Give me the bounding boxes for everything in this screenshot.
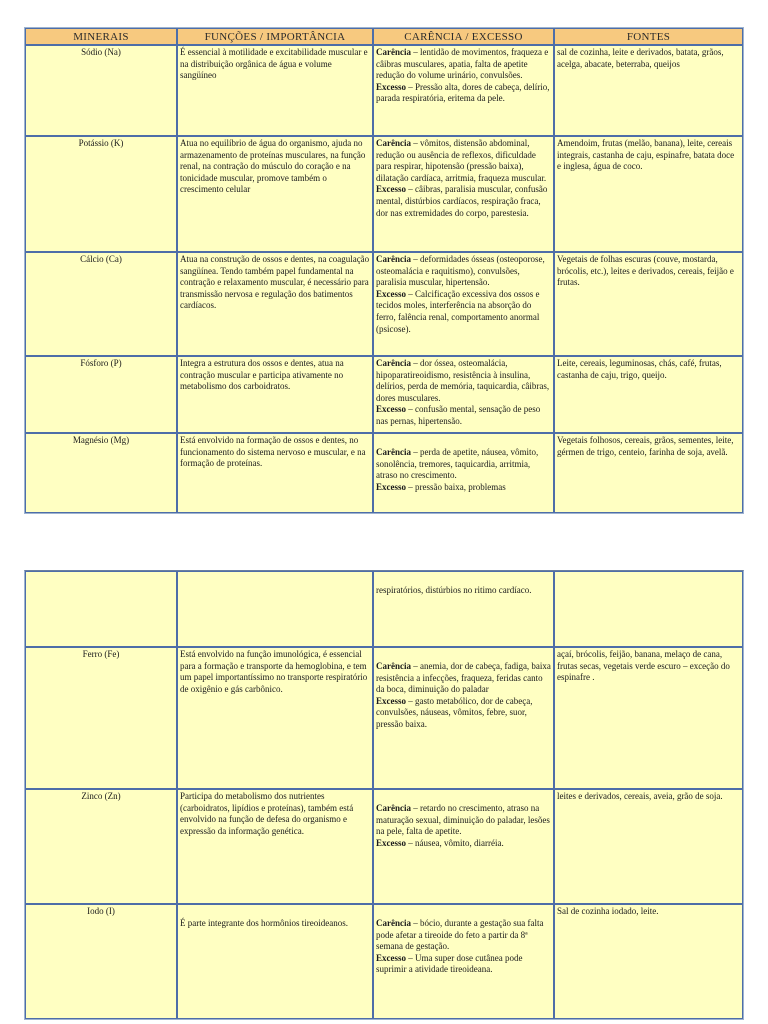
carencia-excesso-cell	[373, 136, 554, 252]
carencia-label: Carência	[376, 254, 411, 264]
funcao-cell: Participa do metabolismo dos nutrientes (carboidratos, lipídios e proteínas), também está envolvido na função de defesa do organismo e expressão da informação genética.	[177, 789, 373, 904]
carencia-text: – dor óssea, osteomalácia, hipoparatireoidismo, resistência à insulina, delírios, perda de memória, taquicardia, câibras, dores musculares.	[376, 358, 550, 403]
excesso-label: Excesso	[376, 481, 406, 492]
mineral-name: Ferro (Fe)	[25, 647, 177, 789]
excesso-label: Excesso	[376, 952, 406, 963]
excesso-label: Excesso	[376, 81, 406, 92]
funcao-cell: Atua na construção de ossos e dentes, na coagulação sangüínea. Tendo também papel fundamental na contração e relaxamento muscular, é necessário para transmissão nervosa e regulação dos batimentos cardíacos.	[177, 252, 373, 356]
fontes-cell: leites e derivados, cereais, aveia, grão de soja.	[554, 789, 743, 904]
excesso-text: – gasto metabólico, dor de cabeça, convulsões, náuseas, vômitos, febre, suor, pressão baixa.	[376, 695, 533, 729]
funcao-cell	[177, 904, 373, 1019]
table-row	[25, 356, 743, 433]
empty-cell	[177, 571, 373, 647]
continuation-cell	[373, 571, 554, 647]
excesso-label: Excesso	[376, 837, 406, 848]
excesso-text: – confusão mental, sensação de peso nas pernas, hipertensão.	[376, 404, 541, 426]
header-funcoes: FUNÇÕES / IMPORTÂNCIA	[177, 28, 373, 45]
carencia-text: – retardo no crescimento, atraso na maturação sexual, diminuição do paladar, lesões na pele, falta de apetite.	[376, 803, 550, 837]
carencia-excesso-cell	[373, 647, 554, 789]
excesso-label: Excesso	[376, 288, 406, 299]
carencia-excesso-cell	[373, 904, 554, 1019]
header-carencia-excesso: CARÊNCIA / EXCESSO	[373, 28, 554, 45]
fontes-cell: sal de cozinha, leite e derivados, batata, grãos, acelga, abacate, beterraba, queijos	[554, 45, 743, 136]
funcao-cell: Está envolvido na função imunológica, é essencial para a formação e transporte da hemoglobina, e tem um papel importantíssimo no transporte respiratório de oxigênio e gás carbônico.	[177, 647, 373, 789]
fontes-cell: Amendoim, frutas (melão, banana), leite, cereais integrais, castanha de caju, espinafre, batata doce e inglesa, água de coco.	[554, 136, 743, 252]
mineral-name: Potássio (K)	[25, 136, 177, 252]
table-row	[25, 45, 743, 136]
carencia-label: Carência	[376, 358, 411, 368]
excesso-text: – náusea, vômito, diarréia.	[406, 837, 504, 848]
table-row	[25, 904, 743, 1019]
carencia-text: – lentidão de movimentos, fraqueza e câibras musculares, apatia, falta de apetite redução do volume urinário, convulsões.	[376, 47, 549, 81]
funcao-cell: Está envolvido na formação de ossos e dentes, no funcionamento do sistema nervoso e muscular, e na formação de proteínas.	[177, 433, 373, 513]
mineral-name: Iodo (I)	[25, 904, 177, 1019]
fontes-cell: Leite, cereais, leguminosas, chás, café, frutas, castanha de caju, trigo, queijo.	[554, 356, 743, 433]
carencia-label: Carência	[376, 661, 411, 671]
fontes-cell: Vegetais folhosos, cereais, grãos, sementes, leite, gérmen de trigo, centeio, farinha de soja, avelã.	[554, 433, 743, 513]
mineral-name: Magnésio (Mg)	[25, 433, 177, 513]
carencia-text: – anemia, dor de cabeça, fadiga, baixa resistência a infecções, fraqueza, feridas canto da boca, diminuição do paladar	[376, 661, 551, 695]
excesso-text: – Calcificação excessiva dos ossos e tecidos moles, interferência na absorção do ferro, falência renal, comportamento anormal (psicose).	[376, 288, 540, 334]
excesso-text: – Uma super dose cutânea pode suprimir a atividade tireoideana.	[376, 952, 523, 975]
empty-cell	[25, 571, 177, 647]
excesso-text: – pressão baixa, problemas	[406, 481, 506, 492]
minerals-table-part1	[24, 27, 744, 514]
carencia-label: Carência	[376, 47, 411, 57]
table-row	[25, 433, 743, 513]
carencia-excesso-cell	[373, 252, 554, 356]
funcao-cell: É essencial à motilidade e excitabilidade muscular e na distribuição orgânica de água e volume sangüíneo	[177, 45, 373, 136]
table-header-row	[25, 28, 743, 45]
table-row	[25, 136, 743, 252]
empty-cell	[554, 571, 743, 647]
fontes-cell: açaí, brócolis, feijão, banana, melaço de cana, frutas secas, vegetais verde escuro – exceção do espinafre .	[554, 647, 743, 789]
fontes-cell: Sal de cozinha iodado, leite.	[554, 904, 743, 1019]
carencia-excesso-cell	[373, 789, 554, 904]
mineral-name: Cálcio (Ca)	[25, 252, 177, 356]
carencia-label: Carência	[376, 803, 411, 813]
fontes-cell: Vegetais de folhas escuras (couve, mostarda, brócolis, etc.), leites e derivados, cereais, feijão e frutas.	[554, 252, 743, 356]
carencia-text: – bócio, durante a gestação sua falta pode afetar a tireoide do feto a partir da 8ª semana de gestação.	[376, 918, 544, 952]
header-fontes: FONTES	[554, 28, 743, 45]
excesso-label: Excesso	[376, 404, 406, 415]
table-row	[25, 252, 743, 356]
carencia-excesso-cell	[373, 356, 554, 433]
mineral-name: Sódio (Na)	[25, 45, 177, 136]
header-minerais: MINERAIS	[25, 28, 177, 45]
funcao-cell: Atua no equilíbrio de água do organismo, ajuda no armazenamento de proteínas musculares, na função renal, na contração do músculo do coração e na tonicidade muscular, promove também o crescimento celular	[177, 136, 373, 252]
carencia-excesso-cell	[373, 433, 554, 513]
excesso-text: – Pressão alta, dores de cabeça, delírio, parada respiratória, eritema da pele.	[376, 81, 550, 104]
carencia-text: – vômitos, distensão abdominal, redução ou ausência de reflexos, dificuldade para respirar, hipotensão (pressão baixa), dilatação cardíaca, arritmia, fraqueza muscular.	[376, 138, 547, 183]
carencia-excesso-cell	[373, 45, 554, 136]
table-row	[25, 571, 743, 647]
funcao-text: É parte integrante dos hormônios tireoideanos.	[180, 918, 348, 928]
mineral-name: Fósforo (P)	[25, 356, 177, 433]
excesso-label: Excesso	[376, 695, 406, 706]
funcao-cell: Integra a estrutura dos ossos e dentes, atua na contração muscular e participa ativamente no metabolismo dos carboidratos.	[177, 356, 373, 433]
carencia-label: Carência	[376, 918, 411, 928]
carencia-label: Carência	[376, 447, 411, 457]
mineral-name: Zinco (Zn)	[25, 789, 177, 904]
carencia-text: – perda de apetite, náusea, vômito, sonolência, tremores, taquicardia, arritmia, atraso no crescimento.	[376, 447, 539, 481]
carencia-text: – deformidades ósseas (osteoporose, osteomalácia e raquitismo), convulsões, paralisia muscular, hipertensão.	[376, 254, 545, 288]
continuation-text: respiratórios, distúrbios no ritimo cardíaco.	[376, 585, 532, 595]
table-row	[25, 789, 743, 904]
excesso-label: Excesso	[376, 184, 406, 195]
minerals-table-part2	[24, 570, 744, 1020]
excesso-text: – câibras, paralisia muscular, confusão mental, distúrbios cardíacos, respiração fraca, dor nas extremidades do corpo, parestesia.	[376, 184, 548, 218]
carencia-label: Carência	[376, 138, 411, 148]
table-row	[25, 647, 743, 789]
